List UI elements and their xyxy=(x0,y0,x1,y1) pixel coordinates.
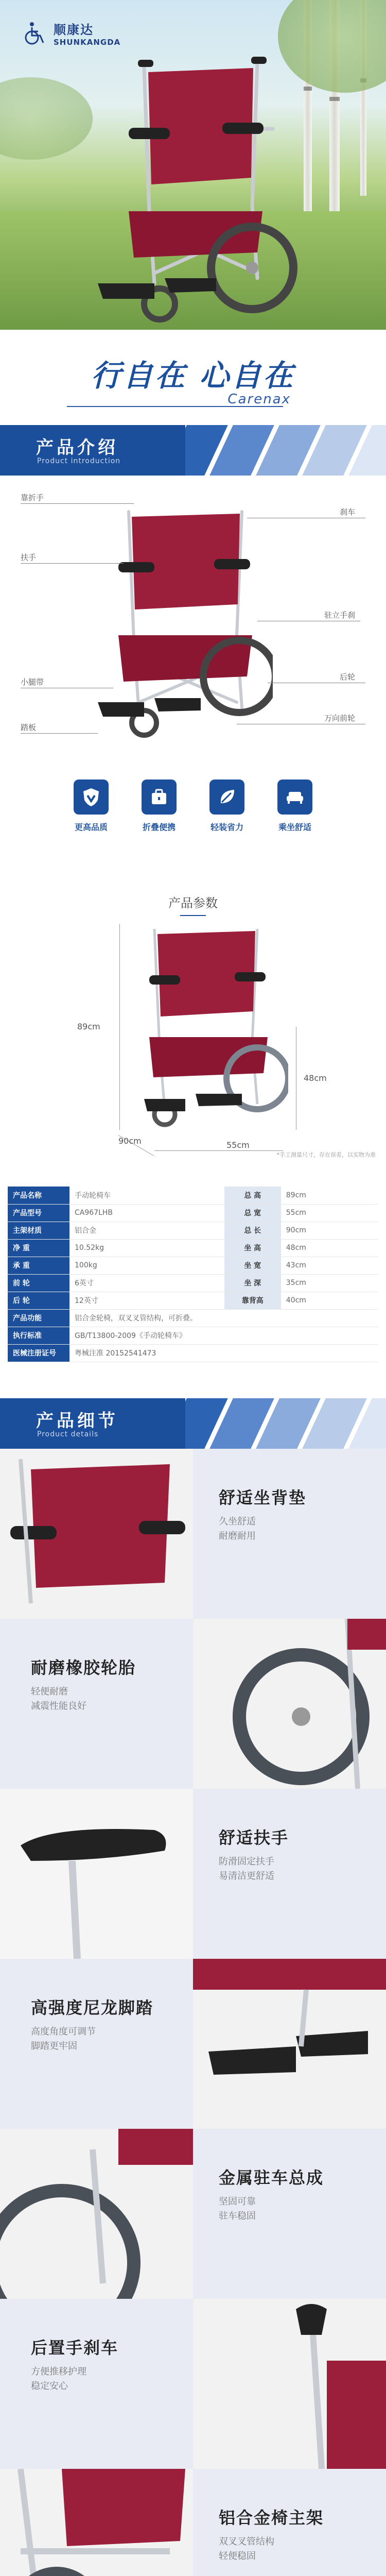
detail-image xyxy=(0,1449,193,1619)
feature-list xyxy=(0,779,386,833)
slogan-brand: Carenax xyxy=(227,392,291,407)
brand-name-cn: 顺康达 xyxy=(54,20,120,38)
spec-key: 坐 宽 xyxy=(224,1257,281,1274)
detail-line: 轻便稳固 xyxy=(219,2549,386,2564)
section-title: 产品介绍 xyxy=(36,433,118,459)
detail-title: 高强度尼龙脚踏 xyxy=(31,1995,193,2019)
detail-image xyxy=(193,2299,386,2469)
spec-value: 铝合金 xyxy=(69,1222,224,1239)
spec-value: 粤械注准 20152541473 xyxy=(69,1344,378,1362)
detail-image xyxy=(193,1619,386,1789)
callout-fold-handle: 靠折手 xyxy=(21,492,44,503)
detail-title: 舒适坐背垫 xyxy=(219,1485,386,1509)
feature-label: 折叠便携 xyxy=(134,821,184,833)
callout-foot-rest: 踏板 xyxy=(21,722,36,733)
spec-value: 35cm xyxy=(281,1274,378,1292)
spec-value: 铝合金轮椅，双叉叉管结构，可折叠。 xyxy=(69,1309,378,1327)
slogan-text: 行自在 心自在 xyxy=(0,351,386,395)
section-subtitle: Product introduction xyxy=(37,457,120,465)
detail-text xyxy=(193,1789,386,1959)
shield-v-icon xyxy=(74,779,109,815)
spec-key: 总 高 xyxy=(224,1187,281,1204)
detail-title: 耐磨橡胶轮胎 xyxy=(31,1655,193,1679)
detail-title: 金属驻车总成 xyxy=(219,2165,386,2189)
spec-table-body xyxy=(8,1187,378,1362)
callout-armrest: 扶手 xyxy=(21,552,36,563)
spec-key: 后 轮 xyxy=(8,1292,69,1309)
spec-key: 产品型号 xyxy=(8,1204,69,1222)
width-dimension-line xyxy=(154,1150,283,1151)
detail-line: 耐磨耐用 xyxy=(219,1529,386,1544)
callout-rear-wheel: 后轮 xyxy=(340,671,355,682)
spec-row xyxy=(8,1187,378,1204)
detail-row xyxy=(0,1789,386,1959)
section-subtitle: Product details xyxy=(37,1430,98,1438)
width-dimension: 55cm xyxy=(226,1140,250,1150)
detail-text xyxy=(0,1619,193,1789)
spec-key: 产品功能 xyxy=(8,1309,69,1327)
callout-line xyxy=(21,733,98,734)
spec-row xyxy=(8,1292,378,1309)
detail-row xyxy=(0,2299,386,2469)
slogan-section xyxy=(0,330,386,425)
spec-value: 55cm xyxy=(281,1204,378,1222)
feature-item xyxy=(202,779,252,833)
spec-row xyxy=(8,1327,378,1344)
detail-text xyxy=(0,1959,193,2129)
section-banner-intro xyxy=(0,425,386,476)
spec-row xyxy=(8,1222,378,1239)
detail-title: 铝合金椅主架 xyxy=(219,2505,386,2529)
product-details xyxy=(0,1449,386,2576)
detail-image xyxy=(193,1959,386,2129)
section-title: 产品细节 xyxy=(36,1406,118,1432)
foliage xyxy=(0,77,93,160)
callout-brake: 刹车 xyxy=(340,506,355,517)
detail-image xyxy=(0,2129,193,2299)
spec-row xyxy=(8,1309,378,1327)
spec-row xyxy=(8,1344,378,1362)
measurement-note: *手工测量尺寸，存在误差，以实物为准 xyxy=(277,1150,376,1159)
spec-value: 12英寸 xyxy=(69,1292,224,1309)
height-dimension-line xyxy=(119,924,120,1130)
detail-line: 脚踏更牢固 xyxy=(31,2039,193,2054)
spec-row xyxy=(8,1204,378,1222)
spec-key: 主架材质 xyxy=(8,1222,69,1239)
feature-item xyxy=(134,779,184,833)
detail-image xyxy=(0,2469,193,2576)
feature-item xyxy=(270,779,320,833)
brand-name-en: SHUNKANGDA xyxy=(54,38,120,47)
depth-dimension: 90cm xyxy=(118,1136,142,1146)
spec-key: 执行标准 xyxy=(8,1327,69,1344)
spec-value: 40cm xyxy=(281,1292,378,1309)
seat-height-dimension: 48cm xyxy=(304,1073,327,1083)
section-banner-details xyxy=(0,1398,386,1449)
detail-line: 轻便耐磨 xyxy=(31,1685,193,1699)
spec-row xyxy=(8,1274,378,1292)
detail-line: 坚固可靠 xyxy=(219,2195,386,2209)
detail-line: 久坐舒适 xyxy=(219,1515,386,1529)
feature-label: 更高品质 xyxy=(66,821,116,833)
spec-key: 总 宽 xyxy=(224,1204,281,1222)
detail-line: 方便推移护理 xyxy=(31,2365,193,2379)
detail-line: 高度角度可调节 xyxy=(31,2025,193,2039)
leaf-icon xyxy=(209,779,244,815)
spec-value: 手动轮椅车 xyxy=(69,1187,224,1204)
spec-value: 90cm xyxy=(281,1222,378,1239)
detail-line: 稳定安心 xyxy=(31,2379,193,2394)
spec-row xyxy=(8,1239,378,1257)
brand-logo xyxy=(22,20,120,47)
spec-value: 6英寸 xyxy=(69,1274,224,1292)
briefcase-icon xyxy=(142,779,177,815)
sofa-icon xyxy=(277,779,312,815)
detail-line: 减震性能良好 xyxy=(31,1699,193,1714)
detail-line: 防滑固定扶手 xyxy=(219,1855,386,1869)
detail-row xyxy=(0,1959,386,2129)
spec-key: 总 长 xyxy=(224,1222,281,1239)
spec-key: 坐 深 xyxy=(224,1274,281,1292)
detail-text xyxy=(0,2299,193,2469)
detail-line: 易清洁更舒适 xyxy=(219,1869,386,1884)
spec-value: 48cm xyxy=(281,1239,378,1257)
callout-leg-rest: 小腿带 xyxy=(21,676,44,687)
detail-text xyxy=(193,2129,386,2299)
wheelchair-dimension-image xyxy=(129,924,288,1130)
detail-title: 后置手刹车 xyxy=(31,2335,193,2359)
params-title: 产品参数 xyxy=(0,893,386,916)
spec-key: 靠背高 xyxy=(224,1292,281,1309)
detail-line: 驻车稳固 xyxy=(219,2209,386,2224)
detail-row xyxy=(0,1619,386,1789)
spec-value: GB/T13800-2009《手动轮椅车》 xyxy=(69,1327,378,1344)
spec-key: 净 重 xyxy=(8,1239,69,1257)
spec-key: 医械注册证号 xyxy=(8,1344,69,1362)
feature-item xyxy=(66,779,116,833)
detail-text xyxy=(193,2469,386,2576)
detail-image xyxy=(0,1789,193,1959)
detail-title: 舒适扶手 xyxy=(219,1825,386,1849)
callout-line xyxy=(21,563,124,564)
detail-row xyxy=(0,2129,386,2299)
dimension-diagram xyxy=(0,924,386,1181)
detail-row xyxy=(0,2469,386,2576)
detail-row xyxy=(0,1449,386,1619)
wheelchair-hero-image xyxy=(87,57,304,325)
spec-row xyxy=(8,1257,378,1274)
callout-line xyxy=(21,503,134,504)
wheelchair-logo-icon xyxy=(22,20,48,47)
hero-banner xyxy=(0,0,386,330)
spec-key: 承 重 xyxy=(8,1257,69,1274)
spec-value: 100kg xyxy=(69,1257,224,1274)
wheelchair-diagram-image xyxy=(98,506,273,743)
height-dimension: 89cm xyxy=(77,1022,100,1031)
spec-key: 产品名称 xyxy=(8,1187,69,1204)
spec-table xyxy=(8,1187,378,1362)
detail-line: 双叉叉管结构 xyxy=(219,2535,386,2549)
spec-value: CA967LHB xyxy=(69,1204,224,1222)
feature-label: 轻装省力 xyxy=(202,821,252,833)
spec-value: 89cm xyxy=(281,1187,378,1204)
spec-key: 前 轮 xyxy=(8,1274,69,1292)
spec-value: 10.52kg xyxy=(69,1239,224,1257)
callout-front-wheel: 万向前轮 xyxy=(324,713,355,723)
detail-text xyxy=(193,1449,386,1619)
feature-label: 乘坐舒适 xyxy=(270,821,320,833)
callout-side-grip: 驻立手刹 xyxy=(324,609,355,620)
spec-key: 坐 高 xyxy=(224,1239,281,1257)
spec-value: 43cm xyxy=(281,1257,378,1274)
